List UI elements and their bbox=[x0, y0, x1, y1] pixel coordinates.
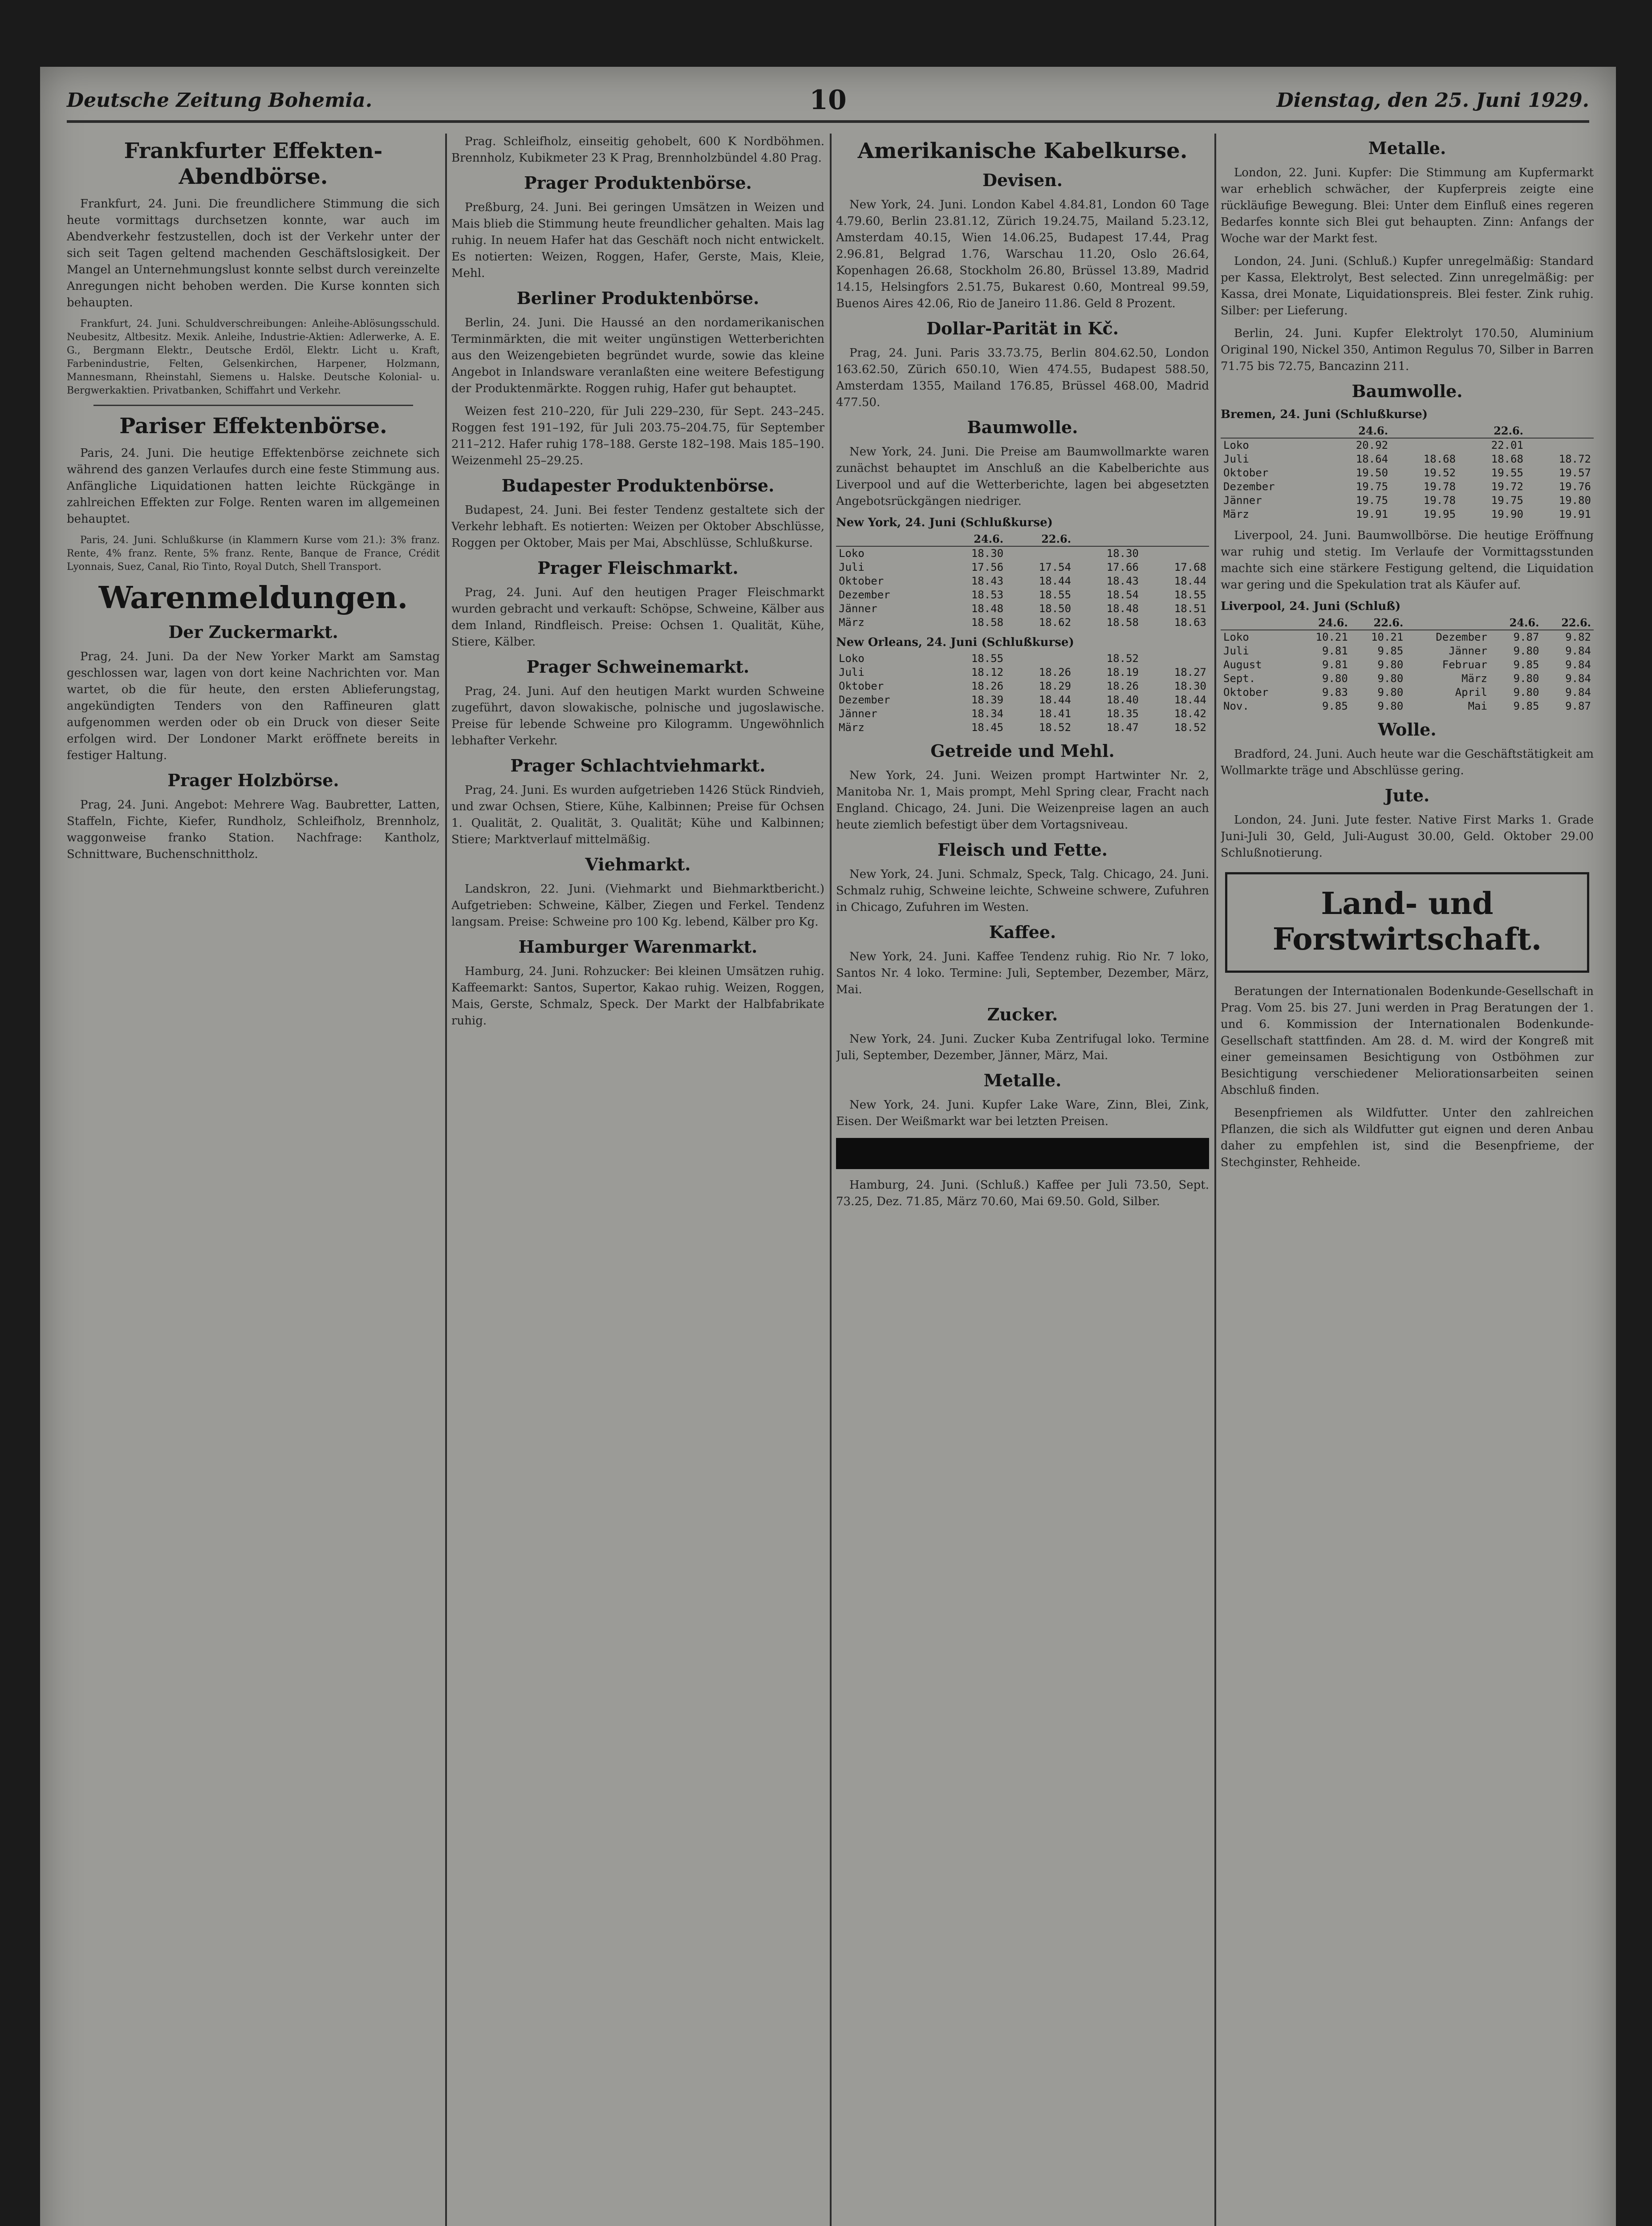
table-cell: 18.30 bbox=[1174, 680, 1206, 692]
table-row bbox=[1221, 644, 1594, 658]
table-cell: März bbox=[1223, 508, 1249, 520]
table-row bbox=[1221, 699, 1594, 713]
table-cell bbox=[1006, 546, 1074, 561]
divider bbox=[93, 405, 413, 406]
table-cell: 19.57 bbox=[1559, 467, 1591, 479]
table-header bbox=[1221, 424, 1323, 438]
table-cell: 17.68 bbox=[1174, 561, 1206, 573]
table-cell: Loko bbox=[839, 652, 865, 665]
table-cell: 10.21 bbox=[1315, 631, 1348, 643]
table-cell: 20.92 bbox=[1356, 439, 1388, 451]
table-cell: 18.64 bbox=[1356, 453, 1388, 465]
table-cell: 18.40 bbox=[1106, 694, 1139, 706]
table-cell: 17.54 bbox=[1039, 561, 1072, 573]
table-row bbox=[836, 546, 1209, 561]
table-header: 24.6. bbox=[1295, 616, 1351, 630]
table-cell: 18.29 bbox=[1039, 680, 1072, 692]
article-text: Berlin, 24. Juni. Die Haussé an den nordamerikanischen Terminmärkten, die mit weiter ungünstigen Wetterberichten aus den Weizengebieten begründet wurde, sowie das kleine Angebot in Inlandsware veranlaßten eine weitere Befestigung der Produktenmärkte. Roggen ruhig, Hafer gut behauptet. bbox=[451, 316, 824, 395]
table-cell: 18.52 bbox=[1174, 721, 1206, 734]
table-cell: 18.63 bbox=[1174, 616, 1206, 629]
table-cell: 19.75 bbox=[1356, 480, 1388, 493]
table-cell: Jänner bbox=[839, 602, 877, 615]
sub-heading: Baumwolle. bbox=[967, 417, 1078, 437]
table-cell: 9.80 bbox=[1377, 686, 1404, 699]
sub-heading: Budapester Produktenbörse. bbox=[501, 475, 775, 496]
section-heading: Amerikanische Kabelkurse. bbox=[857, 138, 1188, 163]
table-header: 22.6. bbox=[1351, 616, 1406, 630]
table-cell: Oktober bbox=[1223, 467, 1269, 479]
sub-heading: Berliner Produktenbörse. bbox=[516, 288, 759, 308]
sub-heading: Dollar-Parität in Kč. bbox=[926, 318, 1119, 338]
table-cell: 18.58 bbox=[1106, 616, 1139, 629]
table-row bbox=[836, 588, 1209, 602]
table-cell: 9.85 bbox=[1513, 700, 1539, 712]
table-header bbox=[1221, 616, 1295, 630]
table-cell: 17.66 bbox=[1106, 561, 1139, 573]
table-header: 24.6. bbox=[1323, 424, 1391, 438]
table-cell: 18.26 bbox=[971, 680, 1004, 692]
table-cell: 9.87 bbox=[1513, 631, 1539, 643]
section-heading: Pariser Effektenbörse. bbox=[119, 414, 387, 439]
table-cell: 9.85 bbox=[1322, 700, 1348, 712]
table-cell: 18.19 bbox=[1106, 666, 1139, 678]
article-text: London, 22. Juni. Kupfer: Die Stimmung am Kupfermarkt war erheblich schwächer, der Kupferpreis zeigte eine rückläufige Bewegung. Blei: Unter dem Einfluß eines regeren Bedarfes konnte sich Blei gut behaupten. Zinn: Anfangs der Woche war der Markt fest. bbox=[1221, 166, 1594, 245]
table-cell: Jänner bbox=[1223, 494, 1262, 507]
sub-heading: Prager Holzbörse. bbox=[167, 770, 339, 790]
table-cell: 18.55 bbox=[1174, 589, 1206, 601]
article-text: New York, 24. Juni. London Kabel 4.84.81, London 60 Tage 4.79.60, Berlin 23.81.12, Zürich 19.24.75, Mailand 5.23.12, Amsterdam 40.15, Wien 14.06.25, Budapest 17.44, Prag 2.96.81, Belgrad 1.76, Warschau 11.20, Oslo 26.64, Kopenhagen 26.68, Stockholm 26.80, Brüssel 13.89, Madrid 14.15, Helsingfors 2.51.75, Bukarest 0.60, Montreal 99.59, Buenos Aires 42.06, Rio de Janeiro 11.86. Geld 8 Prozent. bbox=[836, 198, 1209, 310]
table-cell: 19.52 bbox=[1423, 467, 1456, 479]
table-header bbox=[1526, 424, 1594, 438]
sub-heading: Devisen. bbox=[982, 170, 1063, 190]
table-cell: 18.30 bbox=[1106, 547, 1139, 560]
article-text: London, 24. Juni. Jute fester. Native First Marks 1. Grade Juni-Juli 30, Geld, Juli-August 30.00, Geld. Oktober 29.00 Schlußnotierung. bbox=[1221, 813, 1594, 860]
table-cell: 19.80 bbox=[1559, 494, 1591, 507]
table-cell: Dezember bbox=[1223, 480, 1275, 493]
table-cell: 19.50 bbox=[1356, 467, 1388, 479]
table-cell: 9.80 bbox=[1377, 700, 1404, 712]
table-cell: 19.91 bbox=[1559, 508, 1591, 520]
article-text: Prag, 24. Juni. Da der New Yorker Markt am Samstag geschlossen war, lagen von dort keine Nachrichten vor. Man wartet, ob die für heute, den ersten Ablieferungstag, angekündigten Tenders von den Raffineuren glatt aufgenommen werden oder ob ein Druck von dieser Seite erfolgen wird. Der Londoner Markt eröffnete bereits in festiger Haltung. bbox=[67, 650, 440, 762]
table-row bbox=[1221, 494, 1594, 508]
table-cell: März bbox=[839, 721, 865, 734]
table-cell: 18.48 bbox=[971, 602, 1004, 615]
table-cell: 18.58 bbox=[971, 616, 1004, 629]
table-cell: März bbox=[839, 616, 865, 629]
table-cell: April bbox=[1455, 686, 1487, 699]
table-row bbox=[1221, 658, 1594, 672]
table-cell: Loko bbox=[1223, 631, 1249, 643]
table-cell: 18.44 bbox=[1174, 575, 1206, 587]
table-header bbox=[1391, 424, 1458, 438]
table-cell: 9.87 bbox=[1565, 700, 1591, 712]
section-heading: Frankfurter Effekten-Abendbörse. bbox=[124, 138, 383, 189]
table-cell: 9.80 bbox=[1377, 672, 1404, 685]
table-cell: Loko bbox=[1223, 439, 1249, 451]
sub-heading: Prager Fleischmarkt. bbox=[537, 558, 739, 578]
table-cell: 9.80 bbox=[1513, 645, 1539, 657]
table-cell: 18.27 bbox=[1174, 666, 1206, 678]
section-heading: Warenmeldungen. bbox=[98, 580, 408, 616]
table-row bbox=[836, 574, 1209, 588]
article-text: New York, 24. Juni. Schmalz, Speck, Talg. Chicago, 24. Juni. Schmalz ruhig, Schweine leichte, Schweine schwere, Zufuhren in Chicago, Zufuhren im Westen. bbox=[836, 868, 1209, 914]
table-cell: Oktober bbox=[839, 680, 884, 692]
table-header: 22.6. bbox=[1542, 616, 1594, 630]
table-row bbox=[836, 707, 1209, 721]
table-cell: 18.52 bbox=[1106, 652, 1139, 665]
column-3 bbox=[836, 134, 1209, 2226]
sub-heading: Metalle. bbox=[983, 1070, 1062, 1090]
table-cell: Dezember bbox=[839, 694, 890, 706]
table-cell: 18.35 bbox=[1106, 707, 1139, 720]
table-cell: 9.82 bbox=[1565, 631, 1591, 643]
table-cell: 19.90 bbox=[1491, 508, 1523, 520]
table-title: New Orleans, 24. Juni (Schlußkurse) bbox=[836, 636, 1074, 649]
column-rule bbox=[830, 134, 832, 2226]
table-cell: 18.50 bbox=[1039, 602, 1072, 615]
issue-date: Dienstag, den 25. Juni 1929. bbox=[1276, 89, 1589, 112]
sub-heading: Prager Schweinemarkt. bbox=[526, 657, 750, 677]
cotton-table-bremen bbox=[1221, 424, 1594, 521]
table-cell: 18.68 bbox=[1491, 453, 1523, 465]
table-cell: Dezember bbox=[839, 589, 890, 601]
article-text: Liverpool, 24. Juni. Baumwollbörse. Die heutige Eröffnung war ruhig und stetig. Im Verlaufe der Vormittagsstunden machte sich eine stärkere Festigung geltend, die Liquidation war gering und die Spekulation trat als Käufer auf. bbox=[1221, 529, 1594, 592]
table-cell: 18.45 bbox=[971, 721, 1004, 734]
table-cell: März bbox=[1461, 672, 1487, 685]
sub-heading: Jute. bbox=[1384, 785, 1430, 805]
sub-heading: Prager Produktenbörse. bbox=[524, 173, 752, 193]
table-row bbox=[1221, 480, 1594, 494]
sub-heading: Der Zuckermarkt. bbox=[168, 622, 338, 642]
table-cell: 18.26 bbox=[1039, 666, 1072, 678]
table-row bbox=[1221, 672, 1594, 686]
table-cell: 18.12 bbox=[971, 666, 1004, 678]
table-cell bbox=[1006, 652, 1074, 666]
table-header: 22.6. bbox=[1458, 424, 1526, 438]
table-cell: Nov. bbox=[1223, 700, 1249, 712]
table-cell: 9.80 bbox=[1513, 686, 1539, 699]
table-cell: 19.75 bbox=[1356, 494, 1388, 507]
article-text: Prag, 24. Juni. Es wurden aufgetrieben 1426 Stück Rindvieh, und zwar Ochsen, Stiere, Kühe, Kalbinnen; Preise für Ochsen 1. Qualität, 2. Qualität, 3. Qualität; Kühe und Kalbinnen; Stiere; Marktverlauf mittelmäßig. bbox=[451, 784, 824, 846]
page-header bbox=[67, 85, 1589, 123]
table-cell bbox=[1526, 438, 1594, 452]
table-cell: 19.55 bbox=[1491, 467, 1523, 479]
article-text: Bradford, 24. Juni. Auch heute war die Geschäftstätigkeit am Wollmarkte träge und Abschlüsse gering. bbox=[1221, 747, 1594, 777]
sub-heading: Wolle. bbox=[1378, 719, 1437, 739]
sub-heading: Viehmarkt. bbox=[585, 854, 691, 874]
article-text: Paris, 24. Juni. Die heutige Effektenbörse zeichnete sich während des ganzen Verlaufes durch eine feste Stimmung aus. Anfängliche Liquidationen hatten leichte Rückgänge in zahlreichen Effekten zur Folge. Renten waren im allgemeinen behauptet. bbox=[67, 447, 440, 526]
table-header bbox=[1406, 616, 1490, 630]
table-cell: 9.84 bbox=[1565, 645, 1591, 657]
article-text: Weizen fest 210–220, für Juli 229–230, für Sept. 243–245. Roggen fest 191–192, für Juli 203.75–204.75, für September 211–212. Hafer ruhig 178–188. Gerste 182–198. Mais 185–190. Weizenmehl 25–29.25. bbox=[451, 405, 824, 467]
table-cell: 18.53 bbox=[971, 589, 1004, 601]
table-cell: 9.81 bbox=[1322, 645, 1348, 657]
table-cell: 9.84 bbox=[1565, 672, 1591, 685]
table-cell: 18.43 bbox=[971, 575, 1004, 587]
sub-heading: Kaffee. bbox=[989, 922, 1056, 942]
table-cell: Februar bbox=[1442, 658, 1487, 671]
article-text: Prag, 24. Juni. Paris 33.73.75, Berlin 804.62.50, London 163.62.50, Zürich 650.10, Wien 474.55, Budapest 588.50, Amsterdam 1355, Mailand 176.85, Brüssel 468.00, Madrid 477.50. bbox=[836, 346, 1209, 409]
cotton-table-newyork bbox=[836, 532, 1209, 630]
table-cell: 9.83 bbox=[1322, 686, 1348, 699]
table-cell: 22.01 bbox=[1491, 439, 1523, 451]
table-cell: 18.62 bbox=[1039, 616, 1072, 629]
sub-heading: Metalle. bbox=[1368, 138, 1446, 158]
table-cell: 9.80 bbox=[1513, 672, 1539, 685]
table-cell: 18.72 bbox=[1559, 453, 1591, 465]
article-text: Prag, 24. Juni. Auf den heutigen Markt wurden Schweine zugeführt, davon slowakische, polnische und jugoslawische. Preise für lebende Schweine pro Kilogramm. Ungewöhnlich lebhafter Verkehr. bbox=[451, 685, 824, 747]
column-1 bbox=[67, 134, 440, 2226]
table-cell bbox=[1141, 652, 1209, 666]
table-cell: 18.55 bbox=[1039, 589, 1072, 601]
table-cell: 9.84 bbox=[1565, 658, 1591, 671]
table-title: Bremen, 24. Juni (Schlußkurse) bbox=[1221, 408, 1428, 421]
table-header: 24.6. bbox=[938, 532, 1006, 546]
table-cell: Loko bbox=[839, 547, 865, 560]
table-cell: 18.51 bbox=[1174, 602, 1206, 615]
article-text: Paris, 24. Juni. Schlußkurse (in Klammern Kurse vom 21.): 3% franz. Rente, 4% franz. Rente, 5% franz. Rente, Banque de France, Crédit Lyonnais, Suez, Canal, Rio Tinto, Royal Dutch, Shell Transport. bbox=[67, 535, 440, 573]
table-row bbox=[1221, 686, 1594, 699]
table-header bbox=[1141, 532, 1209, 546]
table-cell: 18.39 bbox=[971, 694, 1004, 706]
table-cell: 18.47 bbox=[1106, 721, 1139, 734]
table-row bbox=[836, 616, 1209, 630]
article-text: Hamburg, 24. Juni. (Schluß.) Kaffee per Juli 73.50, Sept. 73.25, Dez. 71.85, März 70.60, Mai 69.50. Gold, Silber. bbox=[836, 1178, 1209, 1208]
article-text: Preßburg, 24. Juni. Bei geringen Umsätzen in Weizen und Mais blieb die Stimmung heute freundlicher gehalten. Mais lag ruhig. In neuem Hafer hat das Geschäft noch nicht entwickelt. Es notierten: Weizen, Roggen, Hafer, Gerste, Mais, Kleie, Mehl. bbox=[451, 201, 824, 280]
table-cell: 18.34 bbox=[971, 707, 1004, 720]
column-4 bbox=[1221, 134, 1594, 2226]
table-cell bbox=[1141, 546, 1209, 561]
table-cell: 18.43 bbox=[1106, 575, 1139, 587]
article-text: Beratungen der Internationalen Bodenkunde-Gesellschaft in Prag. Vom 25. bis 27. Juni werden in Prag Beratungen der 1. und 6. Kommission der Internationalen Bodenkunde-Gesellschaft stattfinden. Am 28. d. M. wird der Kongreß mit einer gemeinsamen Besichtigung von Ostböhmen zur Besichtigung verschiedener Meliorationsarbeiten seinen Abschluß finden. bbox=[1221, 985, 1594, 1097]
article-text: Hamburg, 24. Juni. Rohzucker: Bei kleinen Umsätzen ruhig. Kaffeemarkt: Santos, Supertor, Kakao ruhig. Weizen, Roggen, Mais, Gerste, Schmalz, Speck. Der Markt der Halbfabrikate ruhig. bbox=[451, 965, 824, 1028]
sub-heading: Baumwolle. bbox=[1352, 381, 1463, 401]
table-cell: 9.80 bbox=[1377, 658, 1404, 671]
article-text: Budapest, 24. Juni. Bei fester Tendenz gestaltete sich der Verkehr lebhaft. Es notierten: Weizen per Oktober Abschlüsse, Roggen per Oktober, Mais per Mai, Abschlüsse, Schlußkurse. bbox=[451, 504, 824, 550]
damaged-area bbox=[836, 1138, 1209, 1169]
article-text: New York, 24. Juni. Zucker Kuba Zentrifugal loko. Termine Juli, September, Dezember, Jänner, März, Mai. bbox=[836, 1032, 1209, 1062]
article-text: Prag. Schleifholz, einseitig gehobelt, 600 K Nordböhmen. Brennholz, Kubikmeter 23 K Prag, Brennholzbündel 4.80 Prag. bbox=[451, 135, 824, 165]
table-cell: 19.95 bbox=[1423, 508, 1456, 520]
table-cell: 18.55 bbox=[971, 652, 1004, 665]
table-cell: Juli bbox=[839, 666, 865, 678]
table-cell: 18.30 bbox=[971, 547, 1004, 560]
table-header: 22.6. bbox=[1006, 532, 1074, 546]
section-heading: Land- und Forstwirtschaft. bbox=[1272, 886, 1542, 957]
article-text: New York, 24. Juni. Kupfer Lake Ware, Zinn, Blei, Zink, Eisen. Der Weißmarkt war bei letzten Preisen. bbox=[836, 1098, 1209, 1128]
sub-heading: Hamburger Warenmarkt. bbox=[518, 937, 758, 957]
table-cell: 9.84 bbox=[1565, 686, 1591, 699]
table-cell: 18.44 bbox=[1174, 694, 1206, 706]
article-text: New York, 24. Juni. Weizen prompt Hartwinter Nr. 2, Manitoba Nr. 1, Mais prompt, Mehl Spring clear, Fracht nach England. Chicago, 24. Juni. Die Weizenpreise lagen an auch heute ziemlich befestigt über dem Vortagsniveau. bbox=[836, 769, 1209, 832]
newspaper-page bbox=[40, 67, 1616, 2226]
article-text: Landskron, 22. Juni. (Viehmarkt und Biehmarktbericht.) Aufgetrieben: Schweine, Kälber, Ziegen und Ferkel. Tendenz langsam. Preise: Schweine pro 100 Kg. lebend, Kälber pro Kg. bbox=[451, 882, 824, 929]
table-cell: 9.85 bbox=[1513, 658, 1539, 671]
table-cell: 17.56 bbox=[971, 561, 1004, 573]
table-cell: 10.21 bbox=[1371, 631, 1404, 643]
table-cell: Juli bbox=[1223, 453, 1249, 465]
sub-heading: Prager Schlachtviehmarkt. bbox=[510, 756, 766, 776]
article-text: Besenpfriemen als Wildfutter. Unter den zahlreichen Pflanzen, die sich als Wildfutter gut eignen und deren Anbau daher zu empfehlen ist, sind die Besenpfrieme, der Stechginster, Rehheide. bbox=[1221, 1106, 1594, 1169]
table-cell: Juli bbox=[1223, 645, 1249, 657]
table-header bbox=[1074, 532, 1141, 546]
table-cell: Oktober bbox=[1223, 686, 1269, 699]
masthead: Deutsche Zeitung Bohemia. bbox=[67, 89, 373, 112]
table-cell: 18.68 bbox=[1423, 453, 1456, 465]
table-cell: August bbox=[1223, 658, 1262, 671]
table-cell: 19.72 bbox=[1491, 480, 1523, 493]
article-text: Prag, 24. Juni. Angebot: Mehrere Wag. Baubretter, Latten, Staffeln, Fichte, Kiefer, Rundholz, Schleifholz, Brennholz, waggonweise franko Station. Nachfrage: Kantholz, Schnittware, Buchenschnittholz. bbox=[67, 798, 440, 861]
table-cell: 18.54 bbox=[1106, 589, 1139, 601]
table-cell: 18.44 bbox=[1039, 694, 1072, 706]
column-2 bbox=[451, 134, 824, 2226]
table-header: 24.6. bbox=[1490, 616, 1542, 630]
table-cell: 18.48 bbox=[1106, 602, 1139, 615]
cotton-table-liverpool bbox=[1221, 616, 1594, 713]
table-cell: 19.76 bbox=[1559, 480, 1591, 493]
table-cell: Dezember bbox=[1436, 631, 1487, 643]
table-cell: Jänner bbox=[1449, 645, 1487, 657]
table-row bbox=[1221, 438, 1594, 452]
sub-heading: Zucker. bbox=[987, 1004, 1058, 1024]
table-cell: 18.41 bbox=[1039, 707, 1072, 720]
table-cell: 18.44 bbox=[1039, 575, 1072, 587]
table-row bbox=[1221, 452, 1594, 466]
table-row bbox=[836, 666, 1209, 679]
table-cell: Oktober bbox=[839, 575, 884, 587]
article-text: New York, 24. Juni. Die Preise am Baumwollmarkte waren zunächst behauptet im Anschluß an die Kabelberichte aus Liverpool und auf die Wetterberichte, lagen bei abgesetzten Angebotsrückgängen niedriger. bbox=[836, 445, 1209, 508]
column-rule bbox=[445, 134, 447, 2226]
sub-heading: Fleisch und Fette. bbox=[937, 840, 1108, 860]
article-text: New York, 24. Juni. Kaffee Tendenz ruhig. Rio Nr. 7 loko, Santos Nr. 4 loko. Termine: Juli, September, Dezember, März, Mai. bbox=[836, 950, 1209, 996]
table-cell: 9.81 bbox=[1322, 658, 1348, 671]
section-box bbox=[1225, 872, 1589, 973]
article-text: Prag, 24. Juni. Auf den heutigen Prager Fleischmarkt wurden gebracht und verkauft: Schöpse, Schweine, Kälber aus dem Inland, Rindfleisch. Preise: Ochsen 1. Qualität, Kühe, Stiere, Kälber. bbox=[451, 586, 824, 649]
table-cell: 18.42 bbox=[1174, 707, 1206, 720]
sub-heading: Getreide und Mehl. bbox=[930, 741, 1115, 761]
article-text: London, 24. Juni. (Schluß.) Kupfer unregelmäßig: Standard per Kassa, Elektrolyt, Best selected. Zinn unregelmäßig: per Kassa, drei Monate, Liquidationspreis. Blei fester. Zink ruhig. Silber: per Lieferung. bbox=[1221, 255, 1594, 317]
table-row bbox=[836, 652, 1209, 666]
table-row bbox=[1221, 466, 1594, 480]
table-cell: 9.85 bbox=[1377, 645, 1404, 657]
table-row bbox=[836, 561, 1209, 574]
page-number: 10 bbox=[809, 85, 847, 116]
table-row bbox=[836, 693, 1209, 707]
table-row bbox=[1221, 630, 1594, 644]
table-row bbox=[1221, 508, 1594, 521]
column-rule bbox=[1214, 134, 1216, 2226]
article-text: Frankfurt, 24. Juni. Die freundlichere Stimmung die sich heute vormittags durchsetzen konnte, war auch im Abendverkehr festzustellen, doch ist der Verkehr unter der sich seit Tagen geltend machenden Geschäftslosigkeit. Der Mangel an Unternehmungslust konnte selbst durch vereinzelte Anregungen nicht behoben werden. Die Kurse konnten sich behaupten. bbox=[67, 197, 440, 309]
table-cell: 19.91 bbox=[1356, 508, 1388, 520]
table-cell: 19.78 bbox=[1423, 494, 1456, 507]
table-title: New York, 24. Juni (Schlußkurse) bbox=[836, 516, 1053, 529]
table-row bbox=[836, 721, 1209, 735]
table-cell: Mai bbox=[1468, 700, 1487, 712]
table-cell: Jänner bbox=[839, 707, 877, 720]
cotton-table-neworleans bbox=[836, 652, 1209, 735]
table-cell: 18.26 bbox=[1106, 680, 1139, 692]
table-cell: Sept. bbox=[1223, 672, 1256, 685]
article-text: Frankfurt, 24. Juni. Schuldverschreibungen: Anleihe-Ablösungsschuld. Neubesitz, Altbesitz. Mexik. Anleihe, Industrie-Aktien: Adlerwerke, A. E. G., Bergmann Elektr., Deutsche Erdöl, Elektr. Licht u. Kraft, Farbenindustrie, Felten, Gelsenkirchen, Harpener, Holzmann, Mannesmann, Rheinstahl, Siemens u. Halske. Deutsche Kolonial- u. Bergwerkaktien. Privatbanken, Schiffahrt und Verkehr. bbox=[67, 318, 440, 396]
table-cell bbox=[1391, 438, 1458, 452]
table-cell: 19.78 bbox=[1423, 480, 1456, 493]
table-cell: 9.80 bbox=[1322, 672, 1348, 685]
table-header bbox=[836, 532, 938, 546]
table-cell: 18.52 bbox=[1039, 721, 1072, 734]
article-text: Berlin, 24. Juni. Kupfer Elektrolyt 170.50, Aluminium Original 190, Nickel 350, Antimon Regulus 70, Silber in Barren 71.75 bis 72.75, Bancazinn 211. bbox=[1221, 327, 1594, 373]
table-title: Liverpool, 24. Juni (Schluß) bbox=[1221, 600, 1401, 613]
table-row bbox=[836, 679, 1209, 693]
table-cell: 19.75 bbox=[1491, 494, 1523, 507]
table-row bbox=[836, 602, 1209, 616]
table-cell: Juli bbox=[839, 561, 865, 573]
